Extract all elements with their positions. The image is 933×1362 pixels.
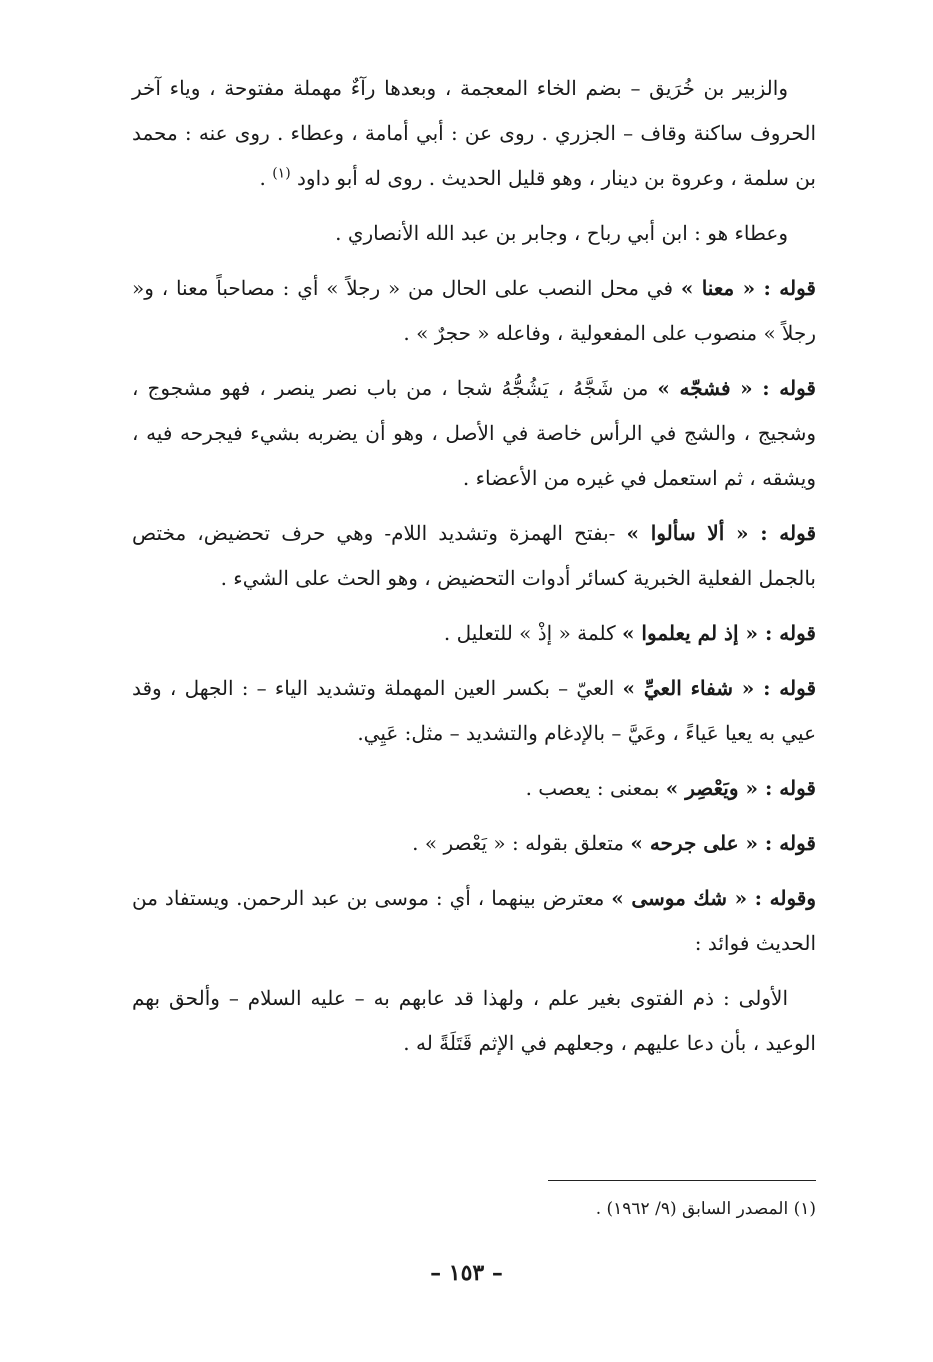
paragraph-first-benefit bbox=[132, 976, 816, 1066]
paragraph-end: . bbox=[259, 166, 273, 190]
paragraph-text: في محل النصب على الحال من « رجلاً » أي : مصاحباً معنا ، و« رجلاً » منصوب على المفعولية ، وفاعله « حجرٌ » . bbox=[132, 276, 816, 345]
paragraph-text: وعطاء هو : ابن أبي رباح ، وجابر بن عبد الله الأنصاري . bbox=[335, 221, 788, 245]
footnote-reference: (١) bbox=[272, 165, 291, 182]
paragraph-zubair-bio bbox=[132, 66, 816, 201]
paragraph-shifa-al-iyy bbox=[132, 666, 816, 756]
paragraph-shakk-musa bbox=[132, 876, 816, 966]
quoted-term: قوله : « إذ لم يعلموا » bbox=[621, 621, 816, 645]
quoted-term: قوله : « فشجّه » bbox=[657, 376, 816, 400]
paragraph-text: الأولى : ذم الفتوى بغير علم ، ولهذا قد عابهم به – عليه السلام – وألحق بهم الوعيد ، بأن دعا عليهم ، وجعلهم في الإثم قَتَلَةً له . bbox=[132, 986, 816, 1055]
paragraph-text: -بفتح الهمزة وتشديد اللام- وهي حرف تحضيض، مختص بالجمل الفعلية الخبرية كسائر أدوات التحضيض ، وهو الحث على الشيء . bbox=[132, 521, 816, 590]
quoted-term: قوله : « ألا سألوا » bbox=[626, 521, 817, 545]
paragraph-text: بمعنى : يعصب . bbox=[525, 776, 666, 800]
quoted-term: وقوله : « شك موسى » bbox=[611, 886, 816, 910]
page-number: – ١٥٣ – bbox=[430, 1260, 503, 1286]
paragraph-idh-lam-yalamu bbox=[132, 611, 816, 656]
paragraph-fashajjahu bbox=[132, 366, 816, 501]
paragraph-ala-saalu bbox=[132, 511, 816, 601]
paragraph-text: العيّ – بكسر العين المهملة وتشديد الياء – : الجهل ، وقد عيي به يعيا عَياءً ، وعَيَّ – بالإدغام والتشديد – مثل: عَيِي. bbox=[132, 676, 816, 745]
paragraph-yasir bbox=[132, 766, 816, 811]
quoted-term: قوله : « شفاء العيِّ » bbox=[622, 676, 816, 700]
quoted-term: قوله : « ويَعْصِر » bbox=[665, 776, 816, 800]
paragraph-ala-jurhihi bbox=[132, 821, 816, 866]
quoted-term: قوله : « على جرحه » bbox=[630, 831, 816, 855]
paragraph-maana bbox=[132, 266, 816, 356]
footnote-divider bbox=[548, 1180, 816, 1181]
paragraph-ata bbox=[132, 211, 816, 256]
paragraph-text: معترض بينهما ، أي : موسى بن عبد الرحمن. ويستفاد من الحديث فوائد : bbox=[132, 886, 816, 955]
paragraph-text: كلمة « إذْ » للتعليل . bbox=[443, 621, 622, 645]
paragraph-text: متعلق بقوله : « يَعْصر » . bbox=[412, 831, 631, 855]
paragraph-text: من شَجَّهُ ، يَشُجُّهُ شجا ، من باب نصر ينصر ، فهو مشجوج ، وشجيج ، والشج في الرأس خاصة في الأصل ، وهو أن يضربه بشيء فيجرحه فيه ، ويشقه ، ثم استعمل في غيره من الأعضاء . bbox=[132, 376, 816, 490]
footnote: (١) المصدر السابق (٩/ ١٩٦٢) . bbox=[595, 1199, 816, 1219]
quoted-term: قوله : « معنا » bbox=[680, 276, 816, 300]
paragraph-text: والزبير بن خُرَيق – بضم الخاء المعجمة ، وبعدها رآءٌ مهملة مفتوحة ، وياء آخر الحروف ساكنة وقاف – الجزري . روى عن : أبي أمامة ، وعطاء . روى عنه : محمد بن سلمة ، وعروة بن دينار ، وهو قليل الحديث . روى له أبو داود bbox=[132, 76, 816, 190]
body-text bbox=[132, 66, 816, 1076]
